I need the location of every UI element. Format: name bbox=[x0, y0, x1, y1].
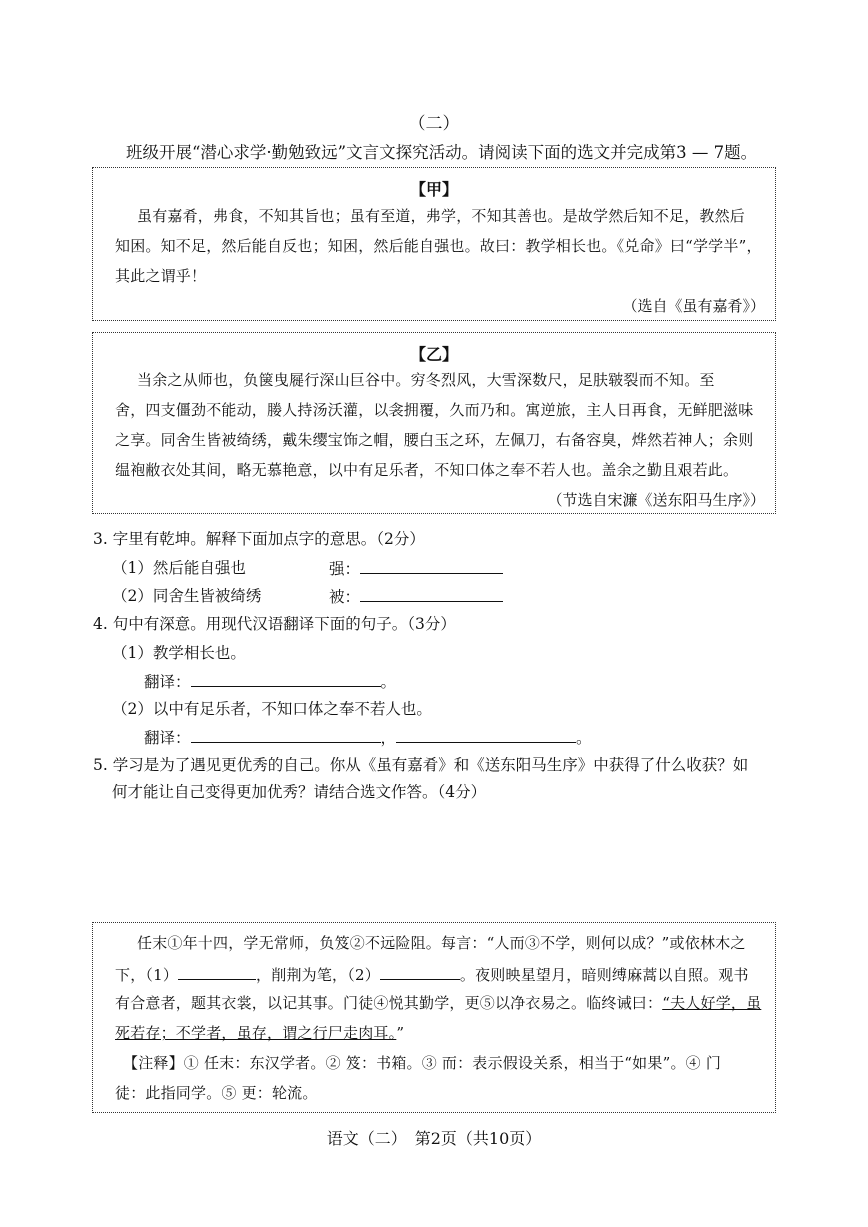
question-3-answer-1 bbox=[329, 556, 503, 579]
answer-blank[interactable] bbox=[178, 962, 256, 980]
passage-renmo-line-2 bbox=[115, 962, 749, 985]
answer-blank[interactable] bbox=[360, 556, 503, 574]
passage-jia-box bbox=[92, 167, 776, 321]
question-5-line-1: 5. 学习是为了遇见更优秀的自己。你从《虽有嘉肴》和《送东阳马生序》中获得了什么收获？如 bbox=[93, 756, 749, 774]
passage-yi-source: （节选自宋濂《送东阳马生序》） bbox=[547, 491, 765, 509]
passage-yi-line-2: 舍，四支僵劲不能动，媵人持汤沃灌，以衾拥覆，久而乃和。寓逆旅，主人日再食，无鲜肥滋味 bbox=[115, 401, 754, 419]
passage-renmo-line-4 bbox=[115, 1022, 404, 1043]
question-3-answer-2 bbox=[329, 584, 503, 607]
period: 。 bbox=[576, 729, 592, 747]
passage-jia-title: 【甲】 bbox=[409, 180, 458, 199]
passage-jia-source: （选自《虽有嘉肴》） bbox=[622, 297, 765, 315]
answer-blank[interactable] bbox=[191, 669, 381, 687]
passage-renmo-note-2: 徒：此指同学。⑤ 更：轮流。 bbox=[115, 1084, 318, 1102]
passage-jia-line-1: 虽有嘉肴，弗食，不知其旨也；虽有至道，弗学，不知其善也。是故学然后知不足，教然后 bbox=[137, 207, 746, 225]
passage-jia-line-3: 其此之谓乎！ bbox=[115, 267, 207, 285]
question-4-translate-2 bbox=[144, 725, 592, 748]
passage-renmo-box bbox=[92, 922, 776, 1113]
passage-renmo-line-2-part-a: 下，（1） bbox=[115, 966, 179, 984]
question-3-item-2: （2）同舍生皆被绮绣 bbox=[112, 587, 262, 605]
passage-jia-line-2: 知困。知不足，然后能自反也；知困，然后能自强也。故曰：教学相长也。《兑命》曰“学学半”， bbox=[115, 237, 762, 255]
passage-yi-box bbox=[92, 332, 776, 514]
question-5-answer-area[interactable] bbox=[92, 808, 776, 908]
passage-yi-line-1: 当余之从师也，负箧曳屣行深山巨谷中。穷冬烈风，大雪深数尺，足肤皲裂而不知。至 bbox=[137, 371, 715, 389]
period: 。 bbox=[380, 673, 397, 691]
underlined-quote: “夫人好学，虽 bbox=[662, 994, 762, 1012]
question-4-stem: 4. 句中有深意。用现代汉语翻译下面的句子。（3分） bbox=[93, 615, 456, 633]
question-3-answer-2-label: 被： bbox=[329, 588, 361, 606]
question-4-item-1: （1）教学相长也。 bbox=[112, 644, 246, 662]
passage-renmo-note-1: 【注释】① 任末：东汉学者。② 笈：书箱。③ 而：表示假设关系，相当于“如果”。④ 门 bbox=[123, 1054, 722, 1072]
question-3-stem: 3. 字里有乾坤。解释下面加点字的意思。（2分） bbox=[93, 530, 425, 548]
closing-quote: ” bbox=[396, 1024, 405, 1042]
translate-label: 翻译： bbox=[144, 729, 191, 747]
passage-yi-line-4: 缊袍敝衣处其间，略无慕艳意，以中有足乐者，不知口体之奉不若人也。盖余之勤且艰若此。 bbox=[115, 461, 739, 479]
question-3-answer-1-label: 强： bbox=[329, 560, 361, 578]
question-5-line-2: 何才能让自己变得更加优秀？请结合选文作答。（4分） bbox=[112, 783, 487, 801]
question-4-item-2: （2）以中有足乐者，不知口体之奉不若人也。 bbox=[112, 700, 432, 718]
answer-blank[interactable] bbox=[191, 725, 381, 743]
passage-renmo-line-3-text: 有合意者，题其衣裳，以记其事。门徒④悦其勤学，更⑤以净衣易之。临终诫曰： bbox=[115, 994, 663, 1012]
page-footer: 语文（二） 第2页（共10页） bbox=[326, 1129, 542, 1148]
translate-label: 翻译： bbox=[144, 673, 191, 691]
passage-renmo-line-1: 任末①年十四，学无常师，负笈②不远险阻。每言：“人而③不学，则何以成？”或依林木之 bbox=[137, 934, 746, 952]
section-title: （二） bbox=[408, 114, 460, 134]
passage-renmo-line-2-part-c: 。夜则映星望月，暗则缚麻蒿以自照。观书 bbox=[459, 966, 749, 984]
question-3-item-1: （1）然后能自强也 bbox=[112, 559, 246, 577]
passage-yi-title: 【乙】 bbox=[409, 345, 458, 364]
answer-blank[interactable] bbox=[360, 584, 503, 602]
underlined-quote: 死若存；不学者，虽存，谓之行尸走肉耳。 bbox=[115, 1024, 397, 1042]
section-intro: 班级开展“潜心求学·勤勉致远”文言文探究活动。请阅读下面的选文并完成第3 — 7题。 bbox=[126, 143, 758, 162]
answer-blank[interactable] bbox=[380, 962, 460, 980]
passage-renmo-line-3 bbox=[115, 992, 761, 1013]
comma: ， bbox=[380, 729, 397, 747]
passage-yi-line-3: 之享。同舍生皆被绮绣，戴朱缨宝饰之帽，腰白玉之环，左佩刀，右备容臭，烨然若神人；余则 bbox=[115, 431, 754, 449]
answer-blank[interactable] bbox=[396, 725, 576, 743]
question-4-translate-1 bbox=[144, 669, 396, 692]
passage-renmo-line-2-part-b: ，削荆为笔，（2） bbox=[256, 966, 380, 984]
